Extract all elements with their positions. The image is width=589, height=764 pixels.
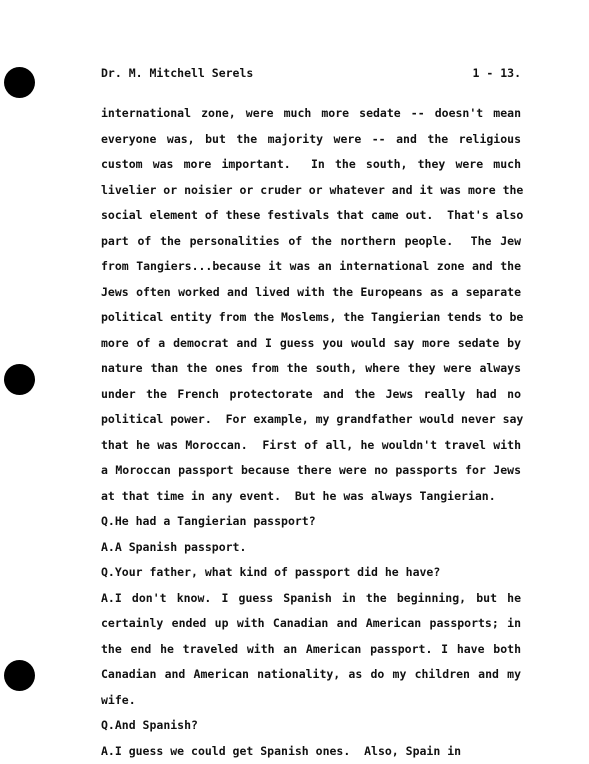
qa-text: And Spanish? <box>115 718 198 732</box>
speaker-label: A. <box>101 744 115 758</box>
binder-hole <box>4 660 35 691</box>
binder-hole <box>4 364 35 395</box>
paragraph-line: more of a democrat and I guess you would say more sedate by <box>101 331 521 357</box>
paragraph-line: custom was more important. In the south, they were much <box>101 152 521 178</box>
qa-continuation-line: Canadian and American nationality, as do my children and my <box>101 662 521 688</box>
qa-continuation-line: wife. <box>101 688 521 714</box>
paragraph-line: at that time in any event. But he was always Tangierian. <box>101 484 521 510</box>
paragraph-line: political entity from the Moslems, the Tangierian tends to be <box>101 305 521 331</box>
speaker-label: A. <box>101 540 115 554</box>
qa-line <box>101 560 521 586</box>
paragraph-line: nature than the ones from the south, where they were always <box>101 356 521 382</box>
paragraph-line: international zone, were much more sedate -- doesn't mean <box>101 101 521 127</box>
qa-text: I guess we could get Spanish ones. Also, Spain in <box>115 744 461 758</box>
qa-line <box>101 535 521 561</box>
qa-text: A Spanish passport. <box>115 540 247 554</box>
qa-line <box>101 586 521 612</box>
qa-line <box>101 509 521 535</box>
page-header <box>101 66 521 82</box>
paragraph-line: from Tangiers...because it was an international zone and the <box>101 254 521 280</box>
qa-text: Your father, what kind of passport did he have? <box>115 565 440 579</box>
qa-text: He had a Tangierian passport? <box>115 514 316 528</box>
paragraph-line: Jews often worked and lived with the Europeans as a separate <box>101 280 521 306</box>
transcript-body <box>101 101 521 764</box>
binder-hole <box>4 67 35 98</box>
paragraph-line: a Moroccan passport because there were no passports for Jews <box>101 458 521 484</box>
paragraph-line: part of the personalities of the northern people. The Jew <box>101 229 521 255</box>
qa-line <box>101 713 521 739</box>
paragraph-line: that he was Moroccan. First of all, he wouldn't travel with <box>101 433 521 459</box>
speaker-label: Q. <box>101 514 115 528</box>
paragraph-line: everyone was, but the majority were -- and the religious <box>101 127 521 153</box>
page-number: 1 - 13. <box>473 66 521 80</box>
qa-text: I don't know. I guess Spanish in the beginning, but he <box>115 591 521 605</box>
qa-line <box>101 739 521 764</box>
qa-continuation-line: certainly ended up with Canadian and American passports; in <box>101 611 521 637</box>
paragraph-line: social element of these festivals that came out. That's also <box>101 203 521 229</box>
interviewee-name: Dr. M. Mitchell Serels <box>101 66 253 80</box>
speaker-label: Q. <box>101 718 115 732</box>
qa-continuation-line: the end he traveled with an American passport. I have both <box>101 637 521 663</box>
paragraph-line: political power. For example, my grandfather would never say <box>101 407 521 433</box>
paragraph-line: livelier or noisier or cruder or whatever and it was more the <box>101 178 521 204</box>
speaker-label: Q. <box>101 565 115 579</box>
speaker-label: A. <box>101 591 115 605</box>
paragraph-line: under the French protectorate and the Jews really had no <box>101 382 521 408</box>
